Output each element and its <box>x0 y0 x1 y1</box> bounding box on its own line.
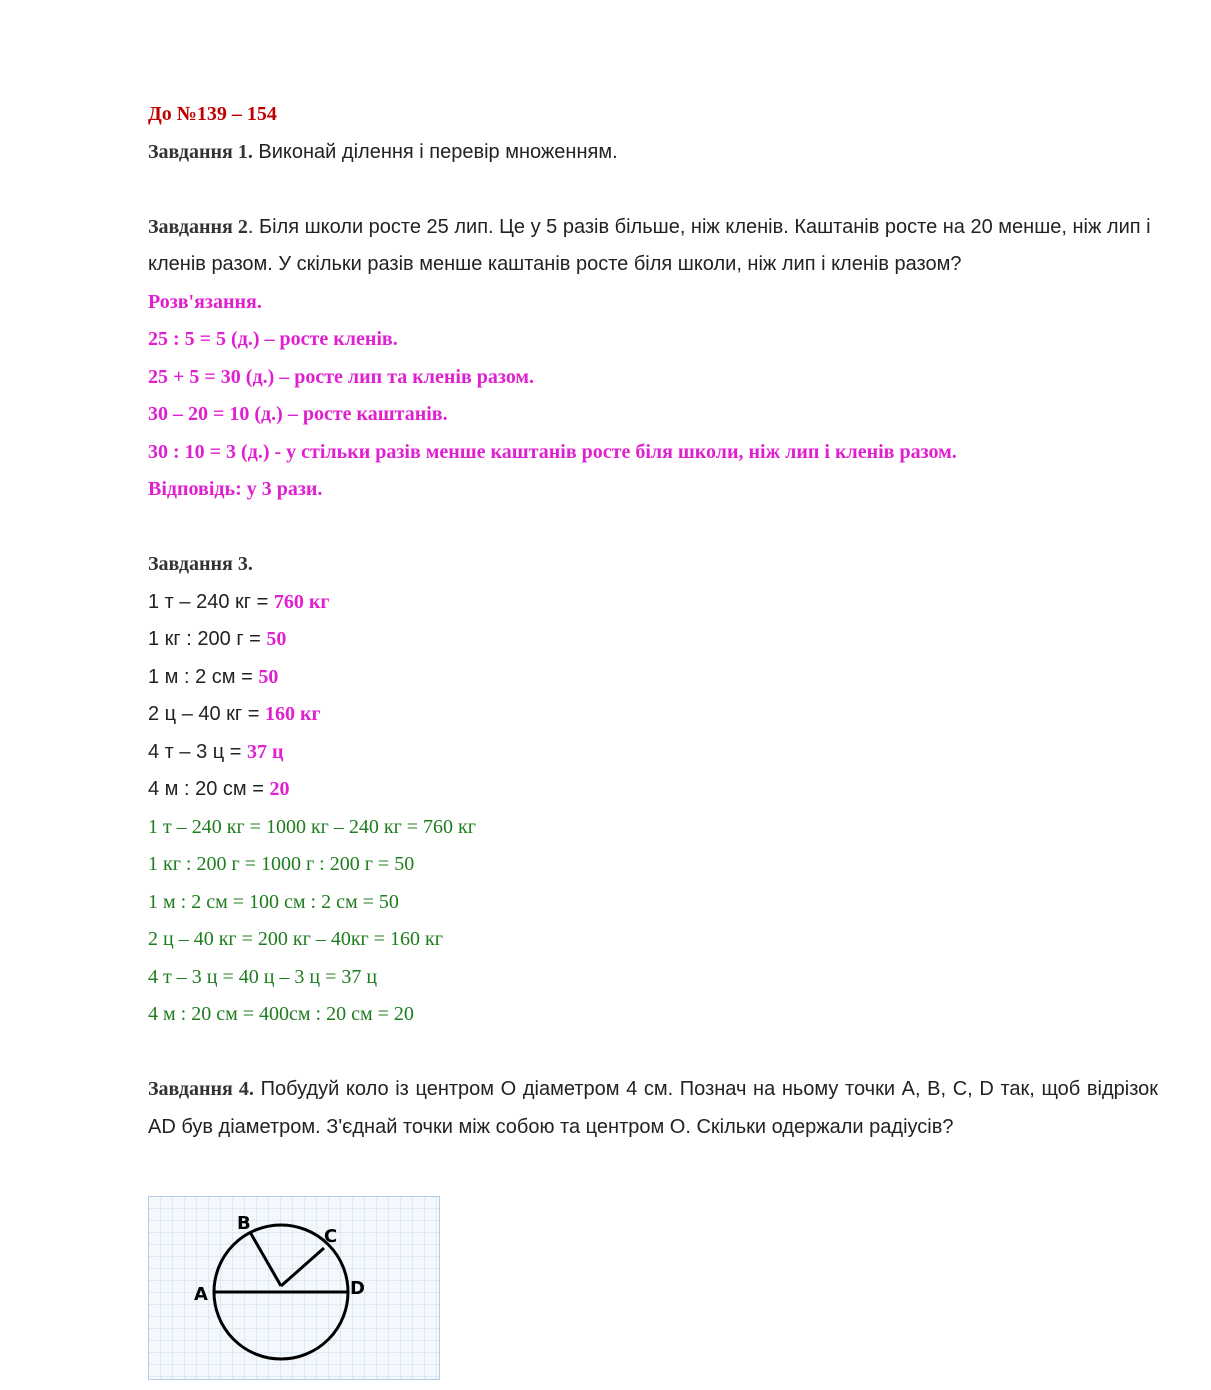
solution-step-3: 30 – 20 = 10 (д.) – росте каштанів. <box>148 403 448 425</box>
task3-result: 50 <box>266 628 287 650</box>
task3-item <box>148 659 1158 697</box>
solution-step-4: 30 : 10 = 3 (д.) - у стільки разів менше каштанів росте біля школи, ніж лип і кленів разом. <box>148 440 957 463</box>
task3-result: 760 кг <box>273 590 330 613</box>
task3-explanation: 1 м : 2 см = 100 см : 2 см = 50 <box>148 890 399 913</box>
solution-answer: Відповідь: у 3 рази. <box>148 478 323 500</box>
task3-explanation: 2 ц – 40 кг = 200 кг – 40кг = 160 кг <box>148 928 443 950</box>
solution-label: Розв'язання. <box>148 290 262 313</box>
circle-diagram <box>148 1196 440 1380</box>
spacer <box>148 1034 1158 1072</box>
task3-explanation: 4 м : 20 см = 400см : 20 см = 20 <box>148 1003 414 1025</box>
spacer <box>148 509 1158 547</box>
task3-expr: 1 т – 240 кг = <box>148 590 274 613</box>
task2-text: . Біля школи росте 25 лип. Це у 5 разів більше, ніж кленів. Каштанів росте на 20 менше, ніж лип і кленів разом. У скільки разів менше каштанів росте біля школи, ніж лип і кленів разом? <box>148 215 1151 275</box>
point-label-a: A <box>194 1284 208 1305</box>
grid-lines <box>148 1196 440 1380</box>
task3-result: 50 <box>258 665 279 688</box>
task3-label: Завдання 3. <box>148 553 253 575</box>
task3-expr: 4 т – 3 ц = <box>148 740 248 763</box>
circle-figure <box>148 1196 440 1380</box>
task3-item <box>148 696 1158 734</box>
task4-paragraph <box>148 1071 1158 1146</box>
point-label-b: B <box>237 1213 251 1234</box>
task3-result: 160 кг <box>265 703 321 725</box>
task2-paragraph <box>148 209 1158 284</box>
task3-item <box>148 734 1158 772</box>
task3-result: 20 <box>269 778 290 800</box>
task3-expr: 1 м : 2 см = <box>148 665 259 688</box>
task3-explanation: 1 кг : 200 г = 1000 г : 200 г = 50 <box>148 853 415 875</box>
task3-result: 37 ц <box>247 740 284 763</box>
task1-text: Виконай ділення і перевір множенням. <box>252 140 618 163</box>
task1-line <box>148 134 1158 172</box>
title-text: До №139 – 154 <box>148 103 277 125</box>
point-label-c: C <box>324 1226 338 1247</box>
task3-item <box>148 771 1158 809</box>
task3-item <box>148 584 1158 622</box>
task3-explanation: 1 т – 240 кг = 1000 кг – 240 кг = 760 кг <box>148 815 476 838</box>
page-title <box>148 96 1158 134</box>
task3-item <box>148 621 1158 659</box>
task3-expr: 4 м : 20 см = <box>148 778 270 800</box>
task3-explanation: 4 т – 3 ц = 40 ц – 3 ц = 37 ц <box>148 965 378 988</box>
document-page <box>148 96 1158 1146</box>
solution-step-2: 25 + 5 = 30 (д.) – росте лип та кленів разом. <box>148 365 535 388</box>
spacer <box>148 171 1158 209</box>
point-label-d: D <box>350 1278 365 1299</box>
task1-label: Завдання 1. <box>148 140 253 163</box>
solution-step-1: 25 : 5 = 5 (д.) – росте кленів. <box>148 328 398 350</box>
task4-label: Завдання 4. <box>148 1078 254 1100</box>
task3-expr: 1 кг : 200 г = <box>148 628 267 650</box>
task3-expr: 2 ц – 40 кг = <box>148 703 266 725</box>
task2-label: Завдання 2 <box>148 215 248 238</box>
task4-text: Побудуй коло із центром О діаметром 4 см. Познач на ньому точки А, В, С, D так, щоб відрізок AD був діаметром. З'єднай точки між собою та центром О. Скільки одержали радіусів? <box>148 1078 1159 1138</box>
